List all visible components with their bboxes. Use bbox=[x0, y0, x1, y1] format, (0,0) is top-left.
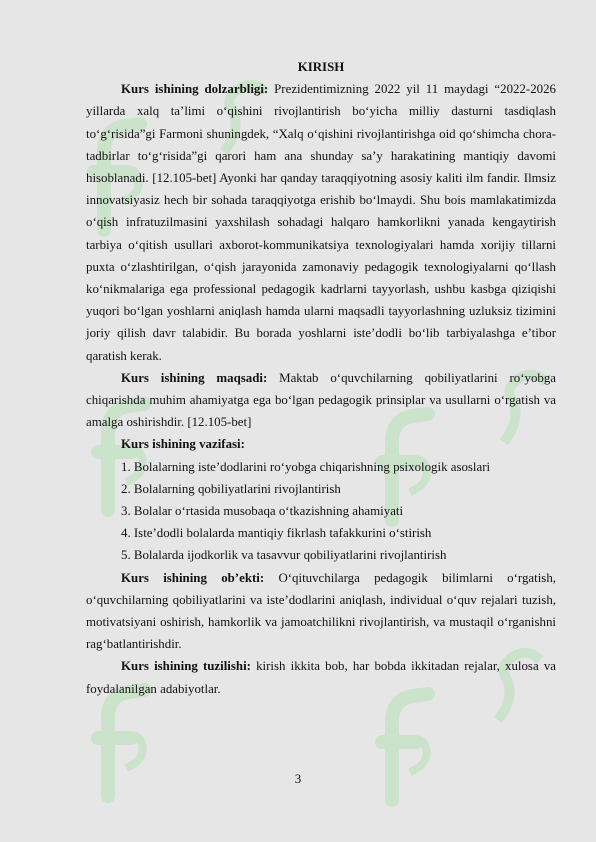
section-label: Kurs ishining vazifasi: bbox=[121, 437, 245, 452]
paragraph-obekti bbox=[86, 567, 556, 656]
document-body bbox=[86, 56, 556, 700]
section-text: Maktab o‘quvchilarning qobiliyatlarini ro‘yobga chiqarishda muhim ahamiyatga ega bo‘lgan pedagogik prinsiplar va usullarni o‘rgatish va amalga oshirishdir. [12.105-bet] bbox=[86, 370, 557, 430]
list-item: 5. Bolalarda ijodkorlik va tasavvur qobiliyatlarini rivojlantirish bbox=[121, 548, 447, 563]
section-text: Prezidentimizning 2022 yil 11 maydagi “2022-2026 yillarda xalq ta’limi o‘qishini rivojlantirish bo‘yicha milliy dasturni tasdiqlash to‘g‘risida”gi Farmoni shuningdek, “Xalq o‘qishini rivojlantirishga oid qo‘shimcha chora-tadbirlar to‘g‘risida”gi qarori ham ana shunday sa’y harakatining mantiqiy davomi hisoblanadi. [12.105-bet] Ayonki har qanday taraqqiyotning asosiy kaliti ilm fandir. Ilmsiz innovatsiyasiz hech bir sohada taraqqiyotga erishib bo‘lmaydi. Shu bois mamlakatimizda o‘qish infratuzilmasini yaxshilash sohadagi halqaro hamkorlikni yanada kengaytirish tarbiya o‘qitish usullari axborot-kommunikatsiya texnologiyalari hamda xorijiy tillarni puxta o‘zlashtirilgan, o‘qish jarayonida zamonaviy pedagogik texnologiyalarni qo‘llash ko‘nikmalariga ega professional pedagogik kadrlarni tayyorlash, ushbu kasbga qiziqishi yuqori bo‘lgan yoshlarni aniqlash hamda ularni maqsadli tayyorlashning uzluksiz tizimini joriy qilish davr talabidir. Bu borada yoshlarni iste’dodli bo‘lib tarbiyalashga e’tibor qaratish kerak. bbox=[86, 82, 556, 363]
list-item: 4. Iste’dodli bolalarda mantiqiy fikrlash tafakkurini o‘stirish bbox=[121, 526, 432, 541]
paragraph-tuzilishi bbox=[86, 655, 556, 699]
paragraph-maqsadi bbox=[86, 367, 556, 434]
list-item: 1. Bolalarning iste’dodlarini ro‘yobga chiqarishning psixologik asoslari bbox=[121, 459, 491, 474]
section-label: Kurs ishining tuzilishi: bbox=[121, 659, 251, 674]
page-number: 3 bbox=[294, 772, 302, 786]
paragraph-dolzarbligi bbox=[86, 78, 556, 367]
section-text: kirish ikkita bob, har bobda ikkitadan rejalar, xulosa va foydalanilgan adabiyotlar. bbox=[86, 659, 556, 696]
section-label: Kurs ishining maqsadi: bbox=[121, 370, 268, 385]
section-label: Kurs ishining ob’ekti: bbox=[121, 570, 265, 585]
list-item: 2. Bolalarning qobiliyatlarini rivojlantirish bbox=[121, 481, 341, 496]
page-title: KIRISH bbox=[297, 60, 345, 74]
paragraph-vazifasi bbox=[86, 433, 556, 455]
section-label: Kurs ishining dolzarbligi: bbox=[121, 82, 269, 97]
section-text: O‘qituvchilarga pedagogik bilimlarni o‘rgatish, o‘quvchilarning qobiliyatlarini va iste’dodlarini aniqlash, individual o‘quv rejalari tuzish, motivatsiyani oshirish, hamkorlik va jamoatchilikni rivojlantirish, va mustaqil o‘rganishni rag‘batlantirishdir. bbox=[86, 570, 556, 652]
list-item: 3. Bolalar o‘rtasida musobaqa o‘tkazishning ahamiyati bbox=[121, 504, 404, 519]
